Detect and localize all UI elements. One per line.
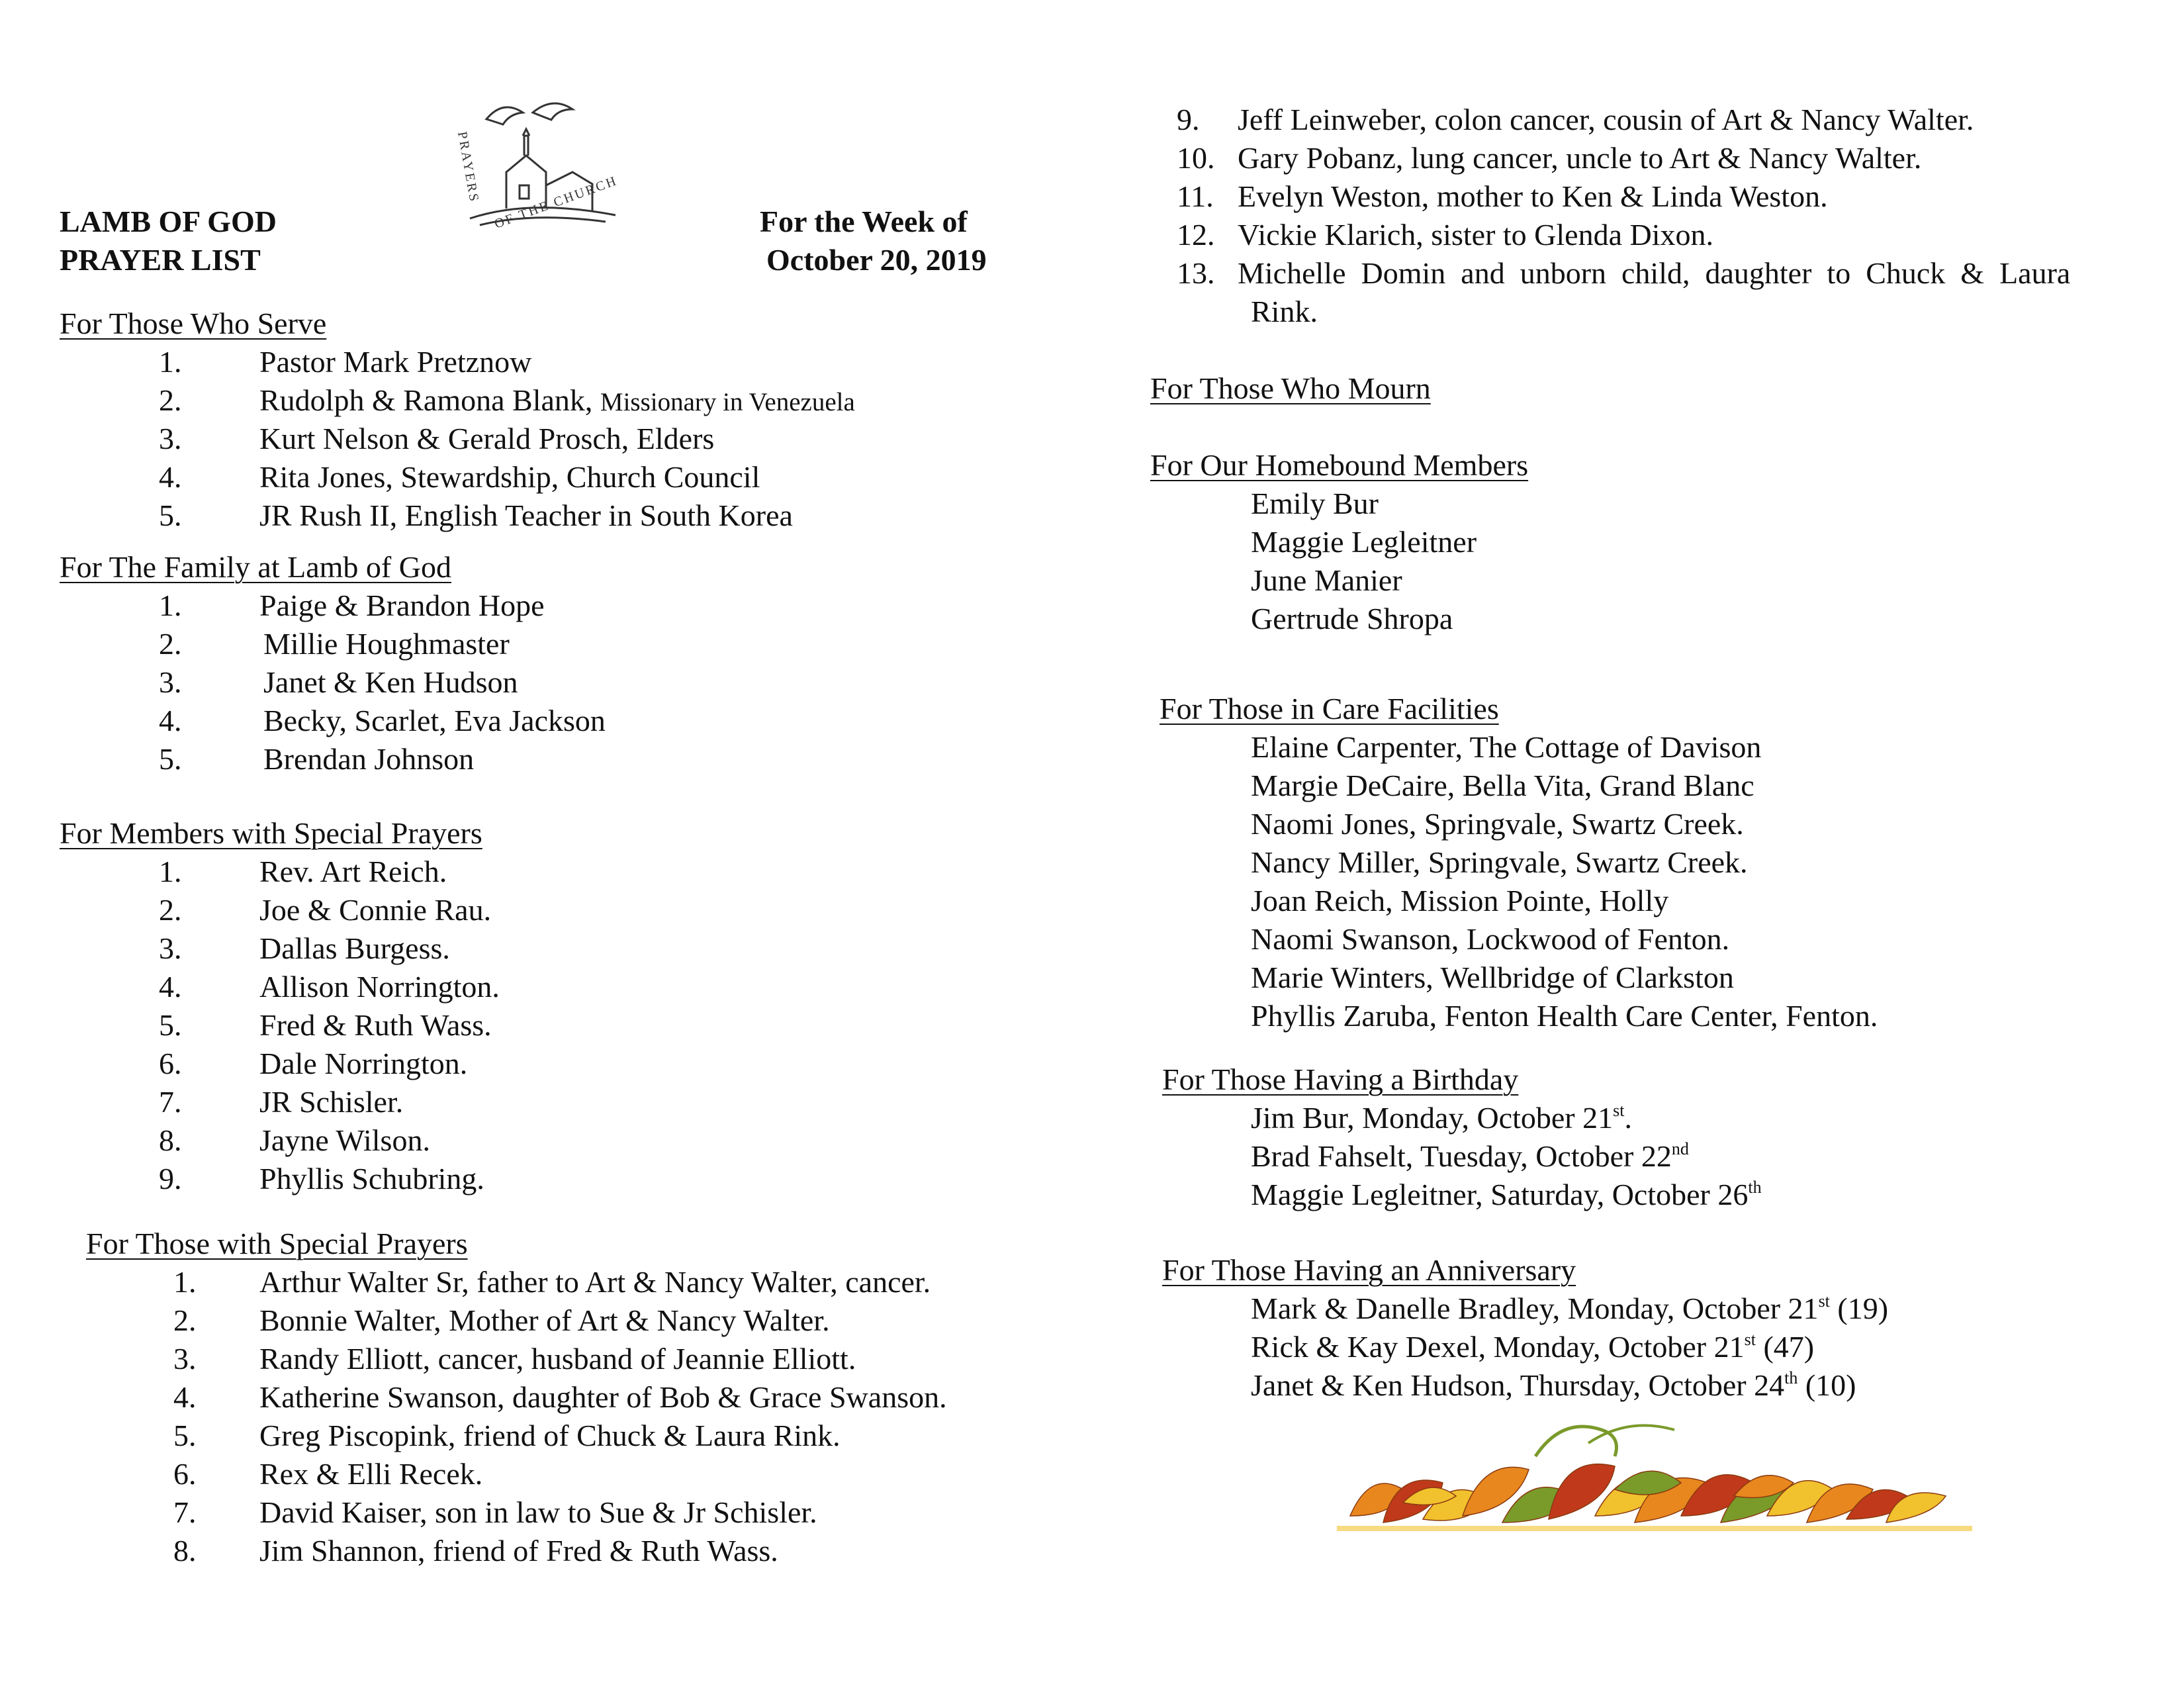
list-item [1251,1332,1814,1362]
list-item: Phyllis Zaruba, Fenton Health Care Center, Fenton. [1251,999,1878,1033]
section-heading-care: For Those in Care Facilities [1160,692,1499,726]
list-item: Emily Bur [1251,487,1379,520]
list-item-number: 9. [1177,103,1200,136]
list-item: June Manier [1251,563,1402,597]
list-item-number: 3. [159,931,182,965]
list-item-number: 4. [159,704,182,737]
list-item-number: 10. [1177,141,1215,175]
list-item: Naomi Jones, Springvale, Swartz Creek. [1251,807,1744,841]
list-item: Naomi Swanson, Lockwood of Fenton. [1251,922,1730,956]
list-item-number: 5. [159,1008,182,1042]
list-item: Evelyn Weston, mother to Ken & Linda Weston. [1238,179,1828,213]
list-item-number: 4. [173,1380,197,1414]
list-item: Joe & Connie Rau. [259,893,492,927]
list-item [1251,1293,1888,1324]
list-item: Randy Elliott, cancer, husband of Jeannie Elliott. [259,1342,856,1376]
list-item: Jeff Leinweber, colon cancer, cousin of Art & Nancy Walter. [1238,103,1974,136]
list-item-text: Janet & Ken Hudson, Thursday, October 24 [1251,1368,1785,1402]
list-item-text: Jim Bur, Monday, October 21 [1251,1101,1614,1135]
section-heading-birthday: For Those Having a Birthday [1162,1062,1519,1096]
list-item: Rita Jones, Stewardship, Church Council [259,460,760,494]
list-item: Becky, Scarlet, Eva Jackson [263,704,606,737]
ordinal-suffix: th [1748,1178,1762,1197]
list-item-trailing: (47) [1755,1330,1815,1364]
list-item: Joan Reich, Mission Pointe, Holly [1251,884,1669,917]
section-heading-homebound: For Our Homebound Members [1150,448,1529,482]
list-item-number: 2. [159,893,182,927]
header-title-line1: LAMB OF GOD [60,205,277,238]
list-item-number: 8. [159,1123,182,1157]
svg-text:OF THE CHURCH: OF THE CHURCH [492,173,620,232]
list-item-number: 7. [173,1495,197,1529]
ordinal-suffix: st [1613,1101,1625,1120]
list-item: Greg Piscopink, friend of Chuck & Laura Rink. [259,1419,841,1452]
list-item: Brendan Johnson [263,742,475,776]
section-heading-family: For The Family at Lamb of God [60,550,451,584]
list-item-number: 6. [159,1047,182,1080]
list-item [1251,1370,1856,1401]
list-item-number: 7. [159,1085,182,1119]
list-item: Elaine Carpenter, The Cottage of Davison [1251,730,1762,764]
list-item [1251,1103,1632,1133]
list-item: Paige & Brandon Hope [259,588,545,622]
list-item: Katherine Swanson, daughter of Bob & Grace Swanson. [259,1380,947,1414]
list-item-text: Rudolph & Ramona Blank, [259,383,593,417]
section-heading-anniversary: For Those Having an Anniversary [1162,1253,1576,1287]
list-item-number: 5. [159,742,182,776]
list-item: Rex & Elli Recek. [259,1457,483,1491]
list-item-number: 8. [173,1534,197,1568]
list-item: David Kaiser, son in law to Sue & Jr Schisler. [259,1495,817,1529]
list-item-continuation: Rink. [1251,295,1318,328]
list-item-number: 6. [173,1457,197,1491]
list-item: Fred & Ruth Wass. [259,1008,492,1042]
list-item-number: 4. [159,970,182,1004]
list-item: Jayne Wilson. [259,1123,430,1157]
list-item: Margie DeCaire, Bella Vita, Grand Blanc [1251,769,1754,802]
list-item: JR Schisler. [259,1085,404,1119]
list-item: JR Rush II, English Teacher in South Korea [259,498,793,532]
list-item-number: 2. [159,627,182,661]
list-item-number: 4. [159,460,182,494]
list-item-number: 3. [159,665,182,699]
list-item-number: 3. [173,1342,197,1376]
list-item-number: 1. [173,1265,197,1299]
list-item: Dallas Burgess. [259,931,450,965]
list-item-text: Maggie Legleitner, Saturday, October 26 [1251,1178,1749,1211]
list-item: Kurt Nelson & Gerald Prosch, Elders [259,422,715,455]
list-item-trailing: (19) [1829,1291,1889,1325]
list-item: Millie Houghmaster [263,627,510,661]
list-item-number: 9. [159,1162,182,1196]
list-item-number: 1. [159,345,182,379]
autumn-leaves-border-image [1337,1403,1972,1536]
list-item-text: Brad Fahselt, Tuesday, October 22 [1251,1139,1672,1173]
list-item: Dale Norrington. [259,1047,468,1080]
list-item: Gary Pobanz, lung cancer, uncle to Art & Nancy Walter. [1238,141,1922,175]
svg-text:PRAYERS: PRAYERS [455,130,482,205]
list-item-number: 11. [1177,179,1214,213]
ordinal-suffix: st [1744,1330,1756,1349]
list-item: Pastor Mark Pretznow [259,345,532,379]
list-item: Bonnie Walter, Mother of Art & Nancy Walter. [259,1303,830,1337]
header-title-line2: PRAYER LIST [60,243,261,277]
list-item: Rev. Art Reich. [259,855,447,888]
list-item-text: Rick & Kay Dexel, Monday, October 21 [1251,1330,1745,1364]
list-item-number: 2. [159,383,182,417]
list-item-number: 2. [173,1303,197,1337]
list-item: Janet & Ken Hudson [263,665,518,699]
list-item: Jim Shannon, friend of Fred & Ruth Wass. [259,1534,778,1568]
list-item: Allison Norrington. [259,970,500,1004]
list-item: Phyllis Schubring. [259,1162,484,1196]
list-item-number: 12. [1177,218,1215,252]
ordinal-suffix: nd [1671,1139,1689,1158]
list-item-number: 13. [1177,256,1215,290]
header-week-date: October 20, 2019 [766,243,987,277]
section-heading-mourn: For Those Who Mourn [1150,371,1431,405]
list-item-text: Mark & Danelle Bradley, Monday, October 21 [1251,1291,1819,1325]
section-heading-serve: For Those Who Serve [60,306,327,340]
list-item-number: 5. [173,1419,197,1452]
list-item: Arthur Walter Sr, father to Art & Nancy Walter, cancer. [259,1265,931,1299]
section-heading-those-special: For Those with Special Prayers [86,1227,468,1260]
list-item-number: 1. [159,855,182,888]
list-item: Maggie Legleitner [1251,525,1477,559]
list-item-trailing: . [1624,1101,1632,1135]
list-item-note: Missionary in Venezuela [600,388,855,416]
list-item-number: 3. [159,422,182,455]
list-item-number: 5. [159,498,182,532]
list-item-number: 1. [159,588,182,622]
ordinal-suffix: st [1818,1291,1830,1311]
list-item [1251,1141,1689,1172]
list-item-trailing: (10) [1797,1368,1856,1402]
list-item: Vickie Klarich, sister to Glenda Dixon. [1238,218,1713,252]
section-heading-members-special: For Members with Special Prayers [60,816,482,850]
header-week-label: For the Week of [760,205,968,238]
list-item: Marie Winters, Wellbridge of Clarkston [1251,961,1734,994]
list-item: Michelle Domin and unborn child, daughter to Chuck & Laura [1238,256,2071,290]
list-item: Gertrude Shropa [1251,602,1453,635]
ordinal-suffix: th [1784,1368,1798,1387]
list-item [259,385,855,416]
list-item [1251,1180,1762,1210]
list-item: Nancy Miller, Springvale, Swartz Creek. [1251,845,1748,879]
prayers-of-the-church-logo [450,93,649,245]
